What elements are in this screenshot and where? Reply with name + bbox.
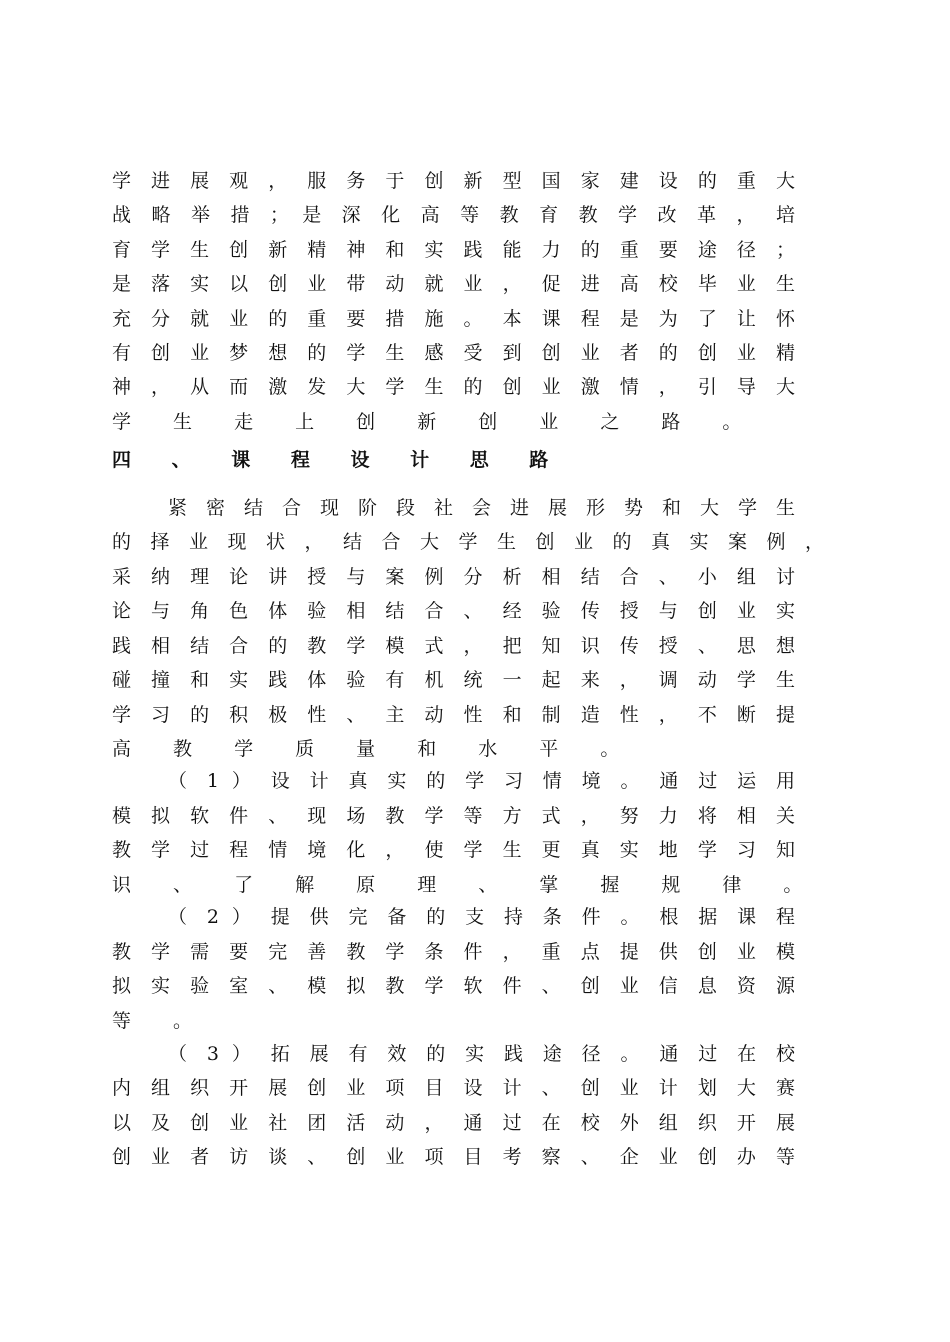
section-heading: 四 、 课 程 设 计 思 路 xyxy=(112,449,566,471)
paragraph-2-line: 高 教 学 质 量 和 水 平 。 xyxy=(112,738,638,760)
paragraph-2-line: 学 习 的 积 极 性 、 主 动 性 和 制 造 性 ， 不 断 提 xyxy=(112,704,795,726)
paragraph-5-line: （ 3 ） 拓 展 有 效 的 实 践 途 径 。 通 过 在 校 xyxy=(168,1043,795,1065)
paragraph-5-line: 内 组 织 开 展 创 业 项 目 设 计 、 创 业 计 划 大 赛 xyxy=(112,1077,795,1099)
paragraph-1-line: 战 略 举 措 ； 是 深 化 高 等 教 育 教 学 改 革 ， 培 xyxy=(112,204,795,226)
paragraph-1-line: 神 ， 从 而 激 发 大 学 生 的 创 业 激 情 ， 引 导 大 xyxy=(112,376,795,398)
paragraph-2-line: 紧 密 结 合 现 阶 段 社 会 进 展 形 势 和 大 学 生 xyxy=(168,497,795,519)
paragraph-4-line: 等 。 xyxy=(112,1010,211,1032)
paragraph-1-line: 育 学 生 创 新 精 神 和 实 践 能 力 的 重 要 途 径 ； xyxy=(112,239,795,261)
paragraph-5-line: 创 业 者 访 谈 、 创 业 项 目 考 察 、 企 业 创 办 等 xyxy=(112,1146,795,1168)
paragraph-4-line: 拟 实 验 室 、 模 拟 教 学 软 件 、 创 业 信 息 资 源 xyxy=(112,975,795,997)
paragraph-3-line: 模 拟 软 件 、 现 场 教 学 等 方 式 ， 努 力 将 相 关 xyxy=(112,805,795,827)
paragraph-3-line: 教 学 过 程 情 境 化 ， 使 学 生 更 真 实 地 学 习 知 xyxy=(112,839,795,861)
paragraph-2-line: 论 与 角 色 体 验 相 结 合 、 经 验 传 授 与 创 业 实 xyxy=(112,600,795,622)
paragraph-3-line: （ 1 ） 设 计 真 实 的 学 习 情 境 。 通 过 运 用 xyxy=(168,770,795,792)
paragraph-2-line: 践 相 结 合 的 教 学 模 式 ， 把 知 识 传 授 、 思 想 xyxy=(112,635,795,657)
paragraph-4-line: 教 学 需 要 完 善 教 学 条 件 ， 重 点 提 供 创 业 模 xyxy=(112,941,795,963)
paragraph-1-line: 学 进 展 观 ， 服 务 于 创 新 型 国 家 建 设 的 重 大 xyxy=(112,170,795,192)
paragraph-2-line: 采 纳 理 论 讲 授 与 案 例 分 析 相 结 合 、 小 组 讨 xyxy=(112,566,795,588)
paragraph-1-line: 充 分 就 业 的 重 要 措 施 。 本 课 程 是 为 了 让 怀 xyxy=(112,308,795,330)
paragraph-1-line: 有 创 业 梦 想 的 学 生 感 受 到 创 业 者 的 创 业 精 xyxy=(112,342,795,364)
paragraph-5-line: 以 及 创 业 社 团 活 动 ， 通 过 在 校 外 组 织 开 展 xyxy=(112,1112,795,1134)
paragraph-2-line: 碰 撞 和 实 践 体 验 有 机 统 一 起 来 ， 调 动 学 生 xyxy=(112,669,795,691)
paragraph-3-line: 识 、 了 解 原 理 、 掌 握 规 律 。 xyxy=(112,874,821,896)
paragraph-2-line: 的 择 业 现 状 ， 结 合 大 学 生 创 业 的 真 实 案 例 ， xyxy=(112,531,824,553)
paragraph-1-line: 学 生 走 上 创 新 创 业 之 路 。 xyxy=(112,411,760,433)
paragraph-1-line: 是 落 实 以 创 业 带 动 就 业 ， 促 进 高 校 毕 业 生 xyxy=(112,273,795,295)
paragraph-4-line: （ 2 ） 提 供 完 备 的 支 持 条 件 。 根 据 课 程 xyxy=(168,906,795,928)
